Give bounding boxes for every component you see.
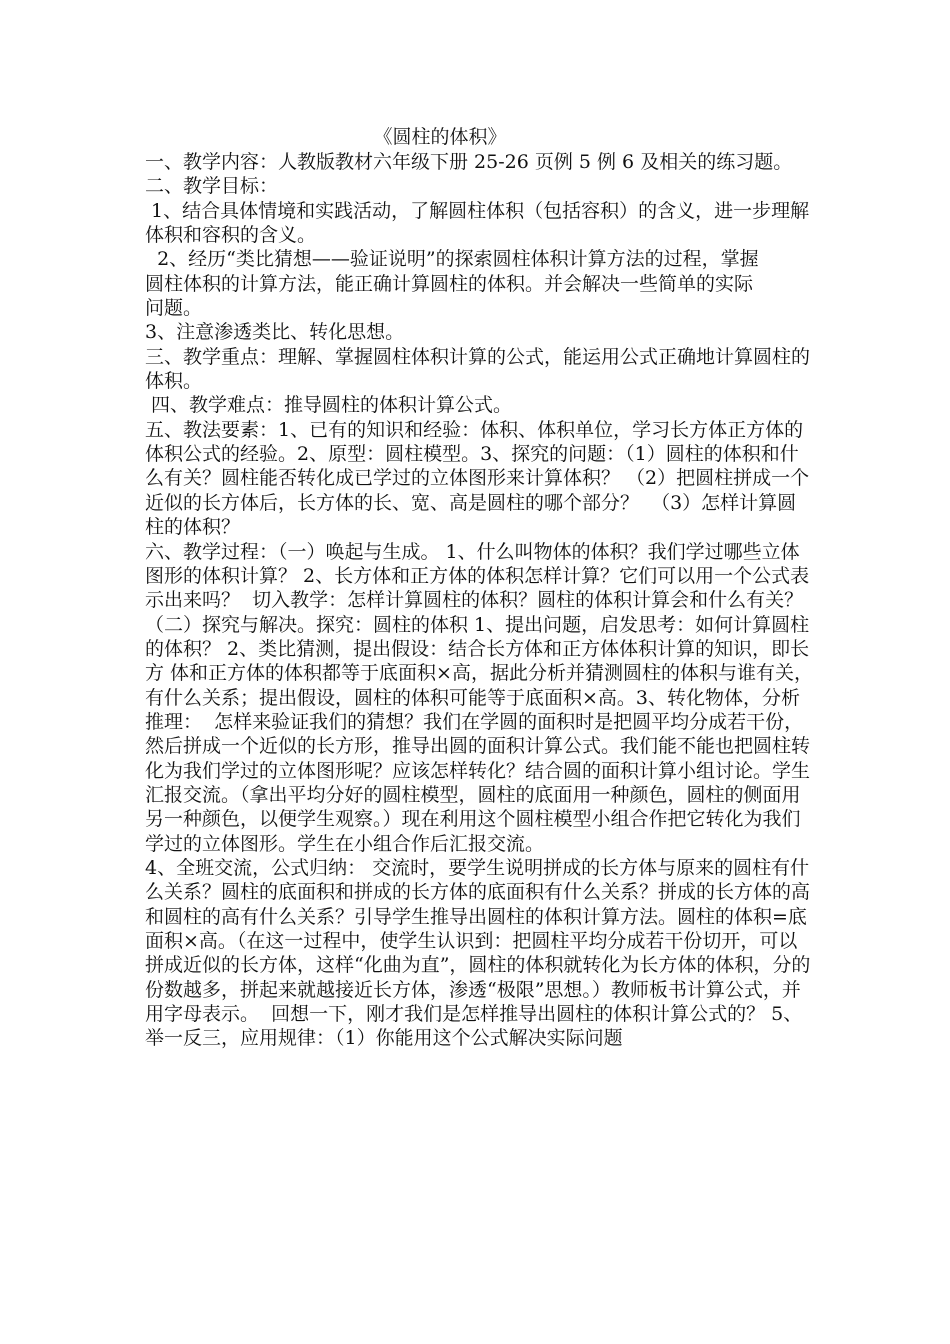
- document-title: 《圆柱的体积》: [373, 126, 507, 148]
- paragraph-teaching-content: 一、教学内容：人教版教材六年级下册 25-26 页例 5 例 6 及相关的练习题。: [145, 151, 793, 173]
- paragraph-goal-2-line-3: 问题。: [145, 297, 203, 320]
- paragraph-difficulties: 四、教学难点：推导圆柱的体积计算公式。: [145, 394, 513, 417]
- heading-teaching-goals: 二、教学目标：: [145, 175, 279, 198]
- paragraph-goal-1: 1、结合具体情境和实践活动，了解圆柱体积（包括容积）的含义，进一步理解体积和容积的含义。: [145, 199, 810, 247]
- paragraph-goal-2-line-2: 圆柱体积的计算方法，能正确计算圆柱的体积。并会解决一些简单的实际: [145, 272, 754, 295]
- paragraph-teaching-process: 六、教学过程：（一）唤起与生成。 1、什么叫物体的体积？我们学过哪些立体图形的体积计算？ 2、长方体和正方体的体积怎样计算？它们可以用一个公式表示出来吗？ 切入教学：怎样计算圆柱的体积？圆柱的体积计算会和什么有关？（二）探究与解决。探究：圆柱的体积 1、提出问题，启发思考：如何计算圆柱的体积？ 2、类比猜测，提出假设：结合长方体和正方体体积计算的知识，即长方 体和正方体的体积都等于底面积×高，据此分析并猜测圆柱的体积与谁有关，有什么关系；提出假设，圆柱的体积可能等于底面积×高。3、转化物体，分析推理： 怎样来验证我们的猜想？我们在学圆的面积时是把圆平均分成若干份，然后拼成一个近似的长方形，推导出圆的面积计算公式。我们能不能也把圆柱转化为我们学过的立体图形呢？应该怎样转化？结合圆的面积计算小组讨论。学生汇报交流。（拿出平均分好的圆柱模型，圆柱的底面用一种颜色，圆柱的侧面用另一种颜色，以便学生观察。）现在利用这个圆柱模型小组合作把它转化为我们学过的立体图形。学生在小组合作后汇报交流。: [145, 540, 813, 855]
- paragraph-goal-3: 3、注意渗透类比、转化思想。: [145, 321, 405, 344]
- document-body: [145, 150, 813, 1051]
- paragraph-key-points: 三、教学重点：理解、掌握圆柱体积计算的公式，能运用公式正确地计算圆柱的体积。: [145, 345, 811, 393]
- paragraph-class-exchange: 4、全班交流，公式归纳： 交流时，要学生说明拼成的长方体与原来的圆柱有什么关系？圆柱的底面积和拼成的长方体的底面积有什么关系？拼成的长方体的高和圆柱的高有什么关系？引导学生推导出圆柱的体积计算方法。圆柱的体积=底面积×高。（在这一过程中，使学生认识到：把圆柱平均分成若干份切开，可以拼成近似的长方体，这样“化曲为直”，圆柱的体积就转化为长方体的体积，分的份数越多，拼起来就越接近长方体，渗透“极限”思想。）教师板书计算公式，并用字母表示。 回想一下，刚才我们是怎样推导出圆柱的体积计算公式的？ 5、举一反三，应用规律：（1）你能用这个公式解决实际问题: [145, 856, 811, 1050]
- paragraph-teaching-elements: 五、教法要素：1、已有的知识和经验：体积、体积单位，学习长方体正方体的体积公式的经验。2、原型：圆柱模型。3、探究的问题：（1）圆柱的体积和什么有关？圆柱能否转化成已学过的立体图形来计算体积？ （2）把圆柱拼成一个近似的长方体后，长方体的长、宽、高是圆柱的哪个部分？ （3）怎样计算圆柱的体积？: [145, 418, 810, 539]
- paragraph-goal-2-line-1: 2、经历“类比猜想——验证说明”的探索圆柱体积计算方法的过程，掌握: [145, 248, 759, 271]
